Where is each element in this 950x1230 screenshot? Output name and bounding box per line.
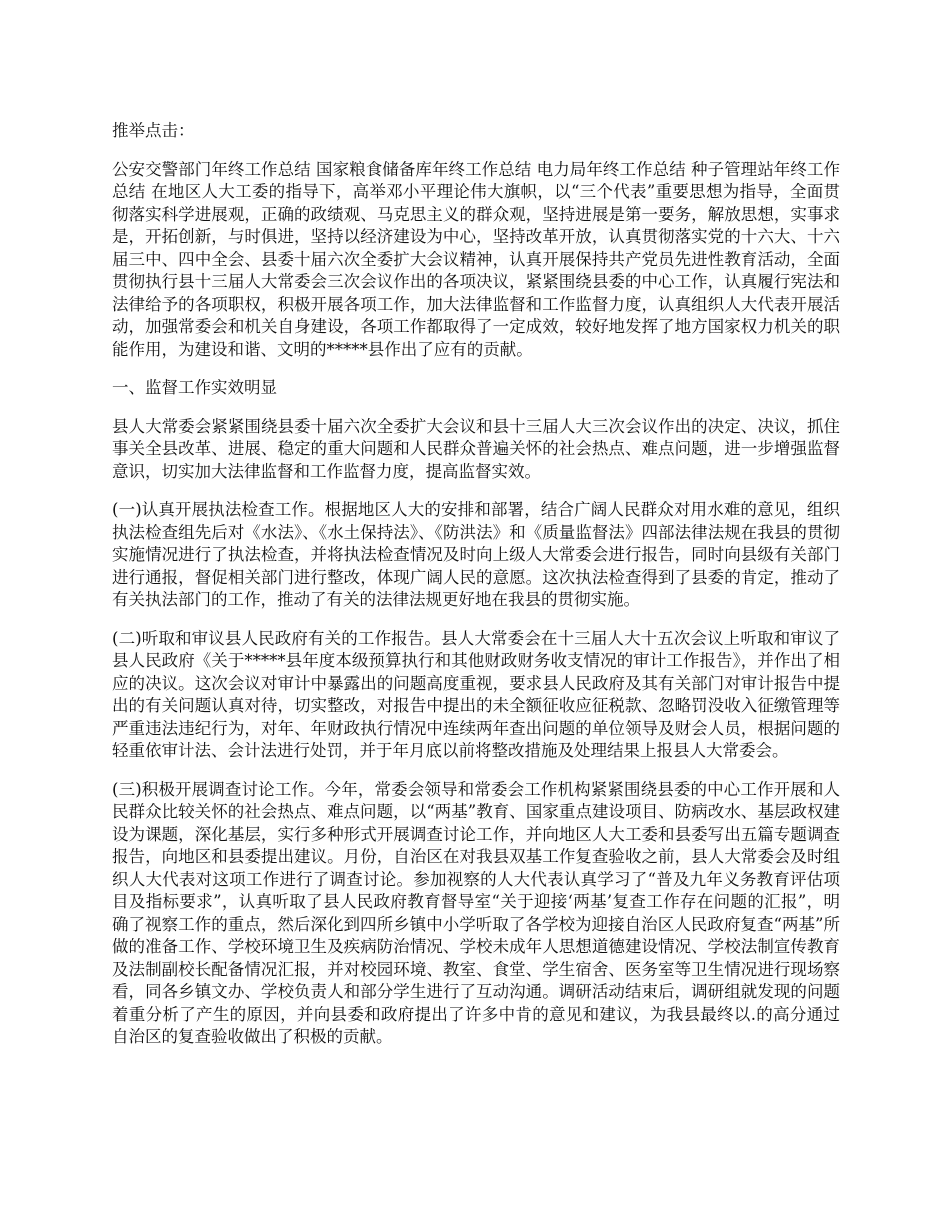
- paragraph-government-report-review: (二)听取和审议县人民政府有关的工作报告。县人大常委会在十三届人大十五次会议上听取和审议了县人民政府《关于*****县年度本级预算执行和其他财政财务收支情况的审计工作报告》，并作出了相应的决议。这次会议对审计中暴露出的问题高度重视，要求县人民政府及其有关部门对审计报告中提出的有关问题认真对待，切实整改，对报告中提出的未全额征收应征税款、忽略罚没收入征缴管理等严重违法违纪行为，对年、年财政执行情况中连续两年查出问题的单位领导及财会人员，根据问题的轻重依审计法、会计法进行处罚，并于年月底以前将整改措施及处理结果上报县人大常委会。: [112, 628, 840, 760]
- intro-label: 推举点击：: [112, 121, 195, 140]
- paragraph-summary: 公安交警部门年终工作总结 国家粮食储备库年终工作总结 电力局年终工作总结 种子管理站年终工作总结 在地区人大工委的指导下，高举邓小平理论伟大旗帜，以“三个代表”重要思想为指导，全面贯彻落实科学进展观，正确的政绩观、马克思主义的群众观，坚持进展是第一要务，解放思想，实事求是，开拓创新，与时俱进，坚持以经济建设为中心，坚持改革开放，认真贯彻落实党的十六大、十六届三中、四中全会、县委十届六次全委扩大会议精神，认真开展保持共产党员先进性教育活动，全面贯彻执行县十三届人大常委会三次会议作出的各项决议，紧紧围绕县委的中心工作，认真履行宪法和法律给予的各项职权，积极开展各项工作，加大法律监督和工作监督力度，认真组织人大代表开展活动，加强常委会和机关自身建设，各项工作都取得了一定成效，较好地发挥了地方国家权力机关的职能作用，为建设和谐、文明的*****县作出了应有的贡献。: [112, 159, 840, 359]
- paragraph-supervision-overview: 县人大常委会紧紧围绕县委十届六次全委扩大会议和县十三届人大三次会议作出的决定、决议，抓住事关全县改革、进展、稳定的重大问题和人民群众普遍关怀的社会热点、难点问题，进一步增强监督意识，切实加大法律监督和工作监督力度，提高监督实效。: [112, 416, 840, 481]
- paragraph-investigation-research: (三)积极开展调查讨论工作。今年，常委会领导和常委会工作机构紧紧围绕县委的中心工作开展和人民群众比较关怀的社会热点、难点问题，以“两基”教育、国家重点建设项目、防病改水、基层政权建设为课题，深化基层，实行多种形式开展调查讨论工作，并向地区人大工委和县委写出五篇专题调查报告，向地区和县委提出建议。月份，自治区在对我县双基工作复查验收之前，县人大常委会及时组织人大代表对这项工作进行了调查讨论。参加视察的人大代表认真学习了“普及九年义务教育评估项目及指标要求”，认真听取了县人民政府教育督导室“关于迎接‘两基’复查工作存在问题的汇报”，明确了视察工作的重点，然后深化到四所乡镇中小学听取了各学校为迎接自治区人民政府复查“两基”所做的准备工作、学校环境卫生及疾病防治情况、学校未成年人思想道德建设情况、学校法制宣传教育及法制副校长配备情况汇报，并对校园环境、教室、食堂、学生宿舍、医务室等卫生情况进行现场察看，同各乡镇文办、学校负责人和部分学生进行了互动沟通。调研活动结束后，调研组就发现的问题着重分析了产生的原因，并向县委和政府提出了许多中肯的意见和建议，为我县最终以.的高分通过自治区的复查验收做出了积极的贡献。: [112, 779, 840, 1046]
- paragraph-law-enforcement-inspection: (一)认真开展执法检查工作。根据地区人大的安排和部署，结合广阔人民群众对用水难的意见，组织执法检查组先后对《水法》、《水土保持法》、《防洪法》和《质量监督法》四部法律法规在我县的贯彻实施情况进行了执法检查，并将执法检查情况及时向上级人大常委会进行报告，同时向县级有关部门进行通报，督促相关部门进行整改，体现广阔人民的意愿。这次执法检查得到了县委的肯定，推动了有关执法部门的工作，推动了有关的法律法规更好地在我县的贯彻实施。: [112, 500, 840, 609]
- document-body: [112, 120, 840, 1065]
- section-heading-supervision: 一、监督工作实效明显: [112, 378, 277, 397]
